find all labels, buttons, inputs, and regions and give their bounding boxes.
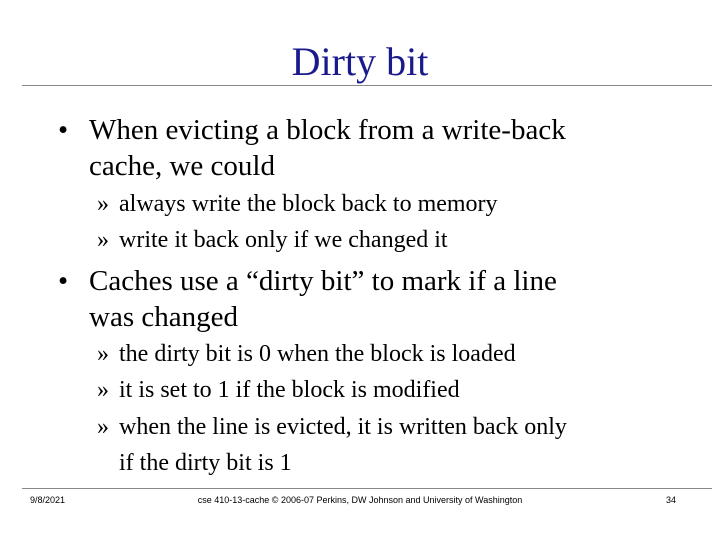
footer-divider [22, 488, 712, 489]
bullet-1-text [89, 112, 659, 184]
bullet-2-line-1: Caches use a “dirty bit” to mark if a line [89, 265, 557, 297]
sub-bullet-2-3-text [119, 409, 679, 481]
sub-bullet-2-2-marker: » [97, 377, 109, 403]
footer-page-number: 34 [665, 495, 676, 505]
sub-bullet-2-2-text: it is set to 1 if the block is modified [119, 377, 460, 403]
sub-bullet-2-3-line-2: if the dirty bit is 1 [119, 450, 292, 476]
bullet-1-line-2: cache, we could [89, 150, 275, 182]
bullet-2-line-2: was changed [89, 301, 238, 333]
slide-title: Dirty bit [291, 39, 429, 84]
sub-bullet-1-1-text: always write the block back to memory [119, 191, 498, 217]
bullet-1-marker: • [58, 114, 69, 146]
sub-bullet-1-2-text: write it back only if we changed it [119, 227, 448, 253]
sub-bullet-2-1-marker: » [97, 341, 109, 367]
sub-bullet-1-2-marker: » [97, 227, 109, 253]
footer-date: 9/8/2021 [30, 495, 66, 505]
bullet-2-marker: • [58, 265, 69, 297]
sub-bullet-1-1-marker: » [97, 191, 109, 217]
sub-bullet-2-1-text: the dirty bit is 0 when the block is loaded [119, 341, 516, 367]
bullet-2-text [89, 263, 659, 335]
footer-credit: cse 410-13-cache © 2006-07 Perkins, DW Johnson and University of Washington [197, 495, 523, 505]
bullet-1-line-1: When evicting a block from a write-back [89, 114, 566, 146]
sub-bullet-2-3-line-1: when the line is evicted, it is written back only [119, 414, 567, 440]
title-divider [22, 85, 712, 86]
sub-bullet-2-3-marker: » [97, 414, 109, 440]
